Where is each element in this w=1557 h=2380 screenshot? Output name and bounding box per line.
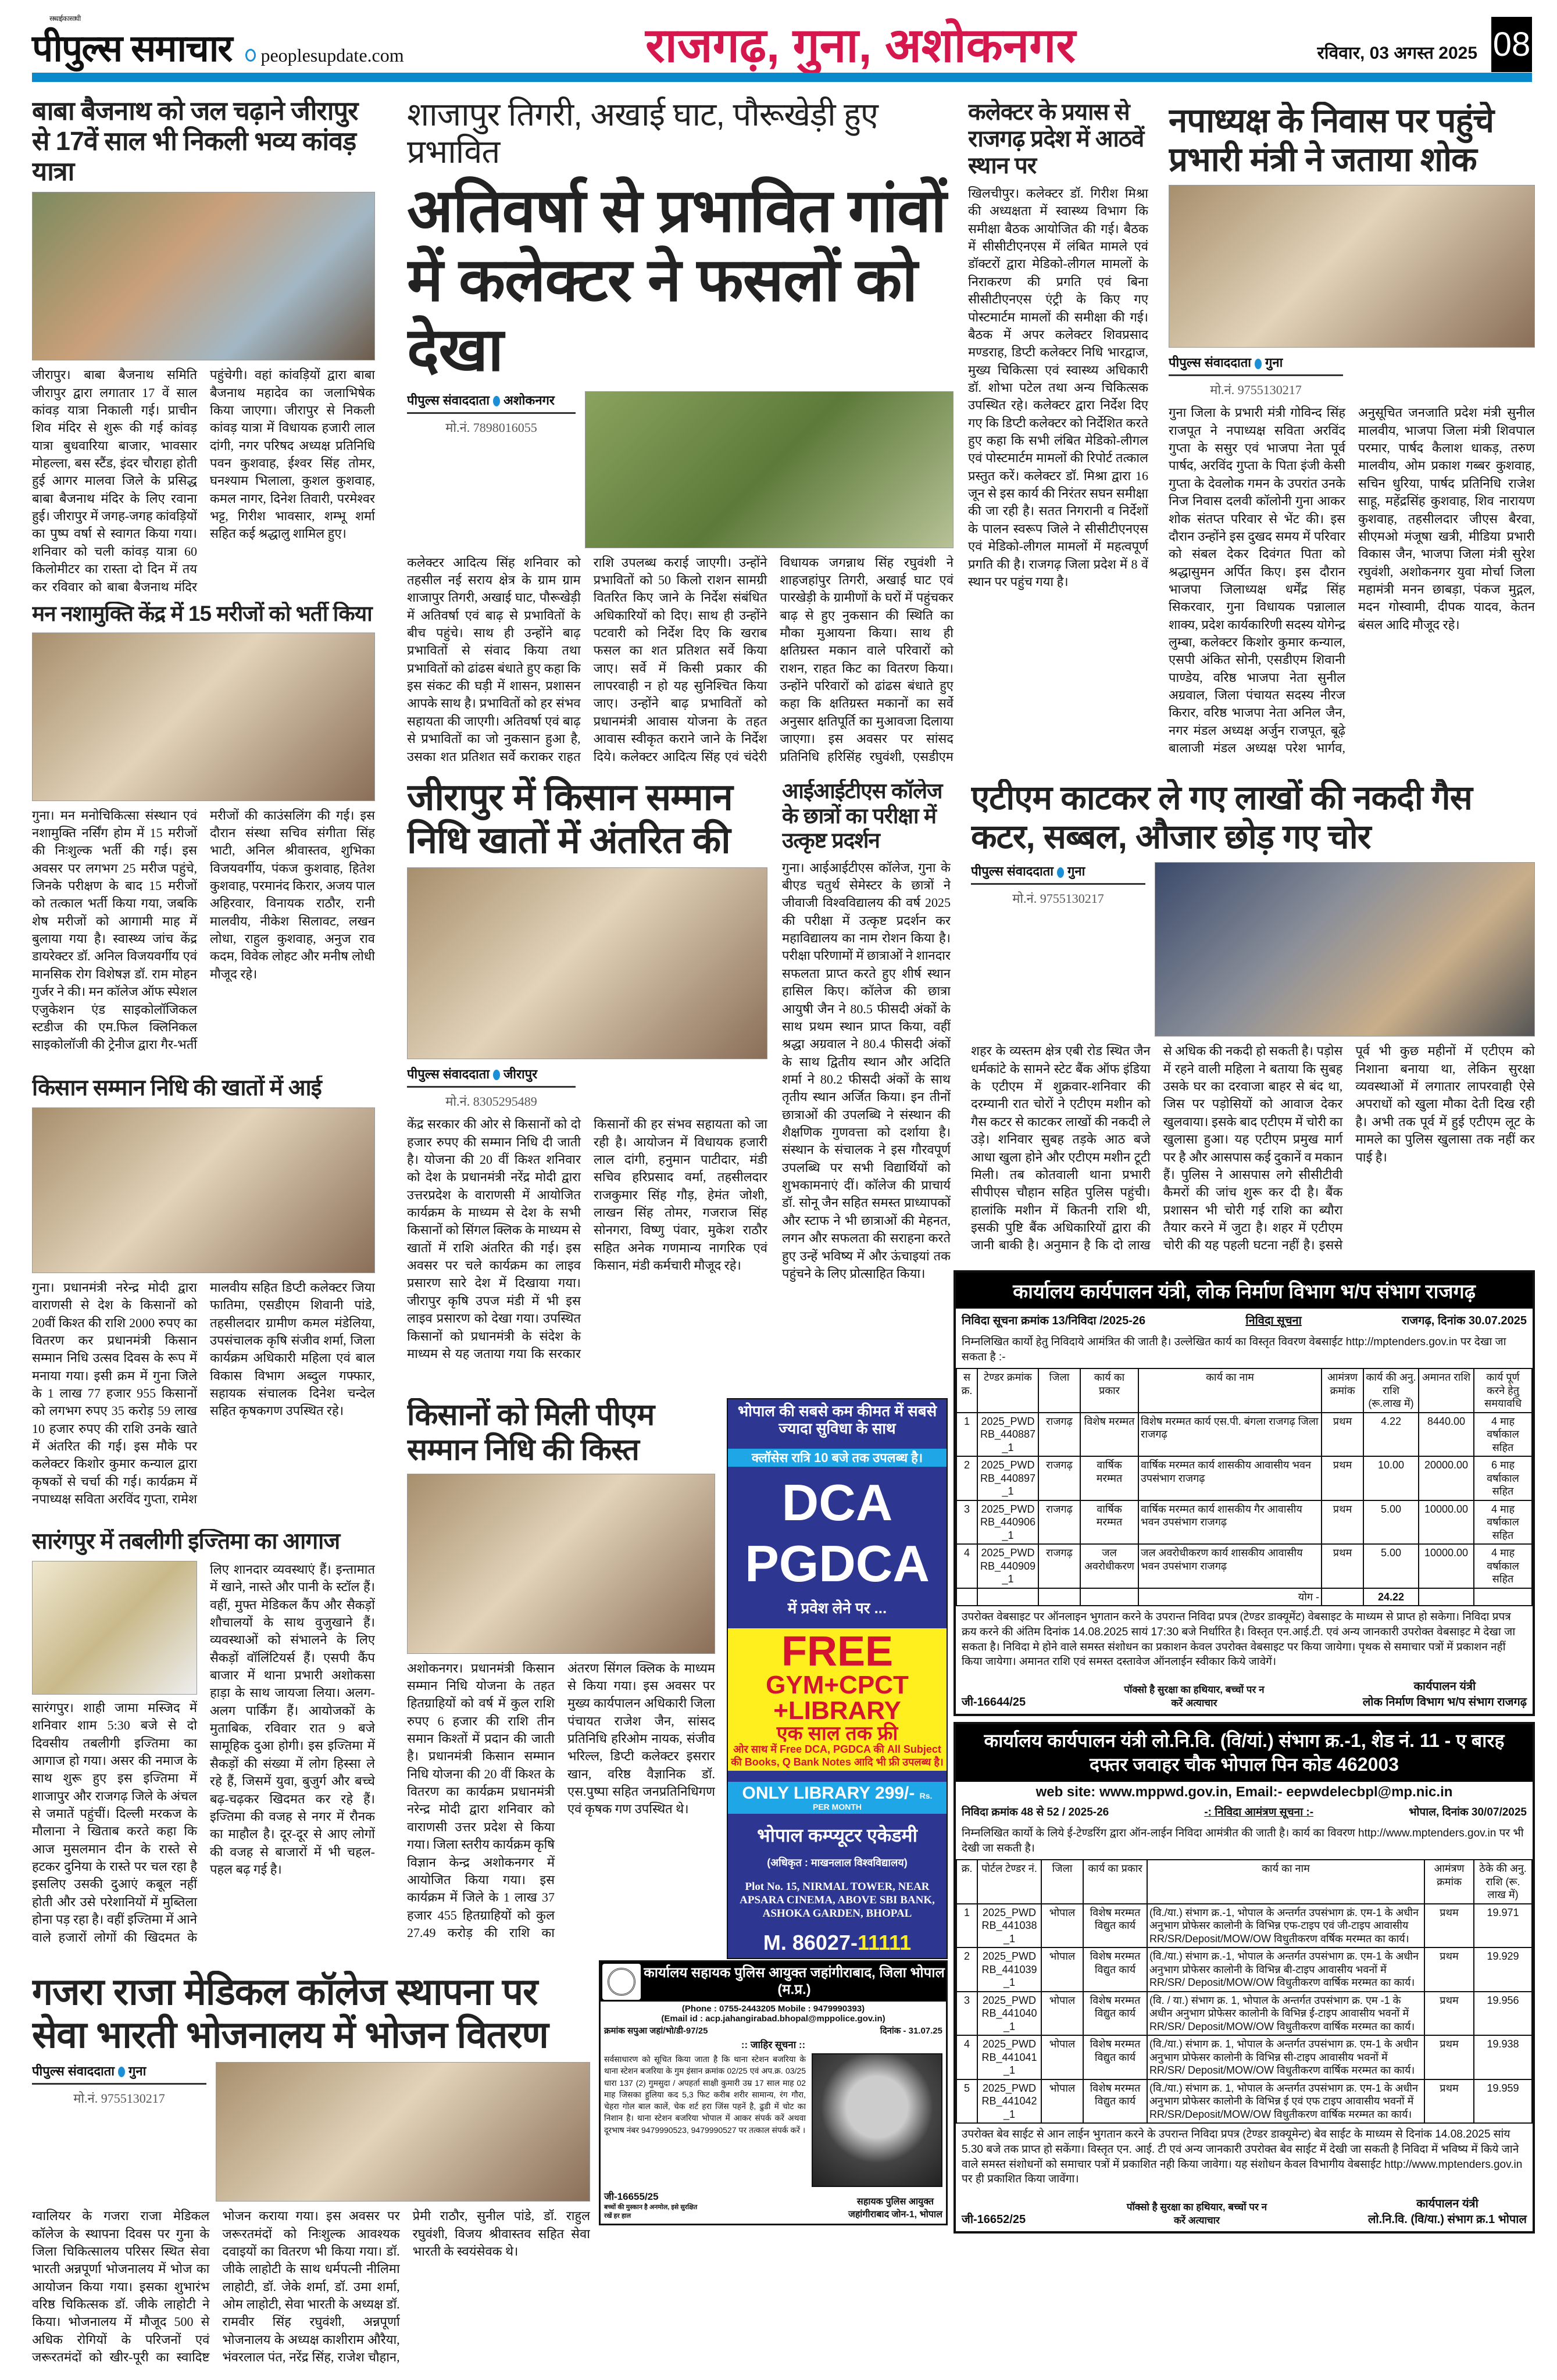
- header-rule: [32, 73, 1532, 82]
- issue-date: रविवार, 03 अगस्त 2025: [1317, 44, 1477, 63]
- ad-admission: में प्रवेश लेने पर ...: [787, 1599, 887, 1617]
- byline-jirapur: [407, 1065, 576, 1110]
- dot-icon: [118, 2067, 125, 2077]
- table-cell: राजगढ़: [1038, 1456, 1080, 1500]
- tender2-sign2: लो.नि.वि. (वि/या.) संभाग क्र.1 भोपाल: [1367, 2213, 1527, 2226]
- byline-mobile: मो.नं. 9755130217: [1012, 891, 1104, 906]
- story-ativarsha-text: कलेक्टर आदित्य सिंह शनिवार को तहसील नई सराय क्षेत्र के ग्राम ग्राम शाजापुर तिगरी, अखाई घाट, पौरूखेड़ी में अतिवर्षा एवं बाढ़ से प्रभावितों के बीच पहुंचे। साथ ही उन्होंने बाढ़ प्रभावितों से संवाद किया तथा प्रभावितों को ढांढस बंधाते हुए कहा कि इस संकट की घड़ी में शासन, प्रशासन आपके साथ है। प्रभावितों को हर संभव सहायता की जाएगी। अतिवर्षा एवं बाढ़ से प्रभावितों का जो नुकसान हुआ है, उसका शत प्रतिशत सर्वे कराकर राहत राशि उपलब्ध कराई जाएगी। उन्होंने प्रभावितों को 50 किलो राशन सामग्री वितरित किए जाने के निर्देश संबंधित अधिकारियों को दिए। साथ ही उन्होंने पटवारी को निर्देश दिए कि खराब फसल का शत प्रतिशत सर्वे किया जाए। सर्वे में किसी प्रकार की लापरवाही न हो यह सुनिश्चित किया जाए। उन्होंने बाढ़ प्रभावितों को प्रधानमंत्री आवास योजना के तहत आवास स्वीकृत कराने जाने के निर्देश दिये। कलेक्टर आदित्य सिंह एवं चंदेरी विधायक जगन्नाथ सिंह रघुवंशी ने शाहजहांपुर तिगरी, अखाई घाट एवं पारखेड़ी के ग्रामीणों के घरों में पहुंचकर बाढ़ से हुए नुकसान की स्थिति का मौका मुआयना किया। साथ ही क्षतिग्रस्त मकान वाले परिवारों को राशन, राहत किट का वितरण किया। उन्होंने परिवारों को ढांढस बंधाते हुए कहा कि क्षतिग्रस्त मकानों का सर्वे अनुसार क्षतिपूर्ति का मुआवजा दिलाया जाएगा। इस अवसर पर सांसद प्रतिनिधि हरिसिंह रघुवंशी, एसडीएम: [407, 555, 954, 764]
- column-header: कार्य का प्रकार: [1083, 1860, 1147, 1904]
- headline-kisan-left: किसान सम्मान निधि की खातों में आई: [32, 1075, 322, 1100]
- story-nasha: [32, 602, 375, 1067]
- byline-mobile: मो.नं. 7898016055: [445, 420, 537, 435]
- table-cell: 24.22: [1363, 1588, 1419, 1606]
- table-cell: [1080, 1588, 1138, 1606]
- photo-kisan-samman: [32, 1107, 375, 1273]
- headline-ijtima: सारंगपुर में तबलीगी इज्तिमा का आगाज: [32, 1529, 340, 1554]
- table-cell: विशेष मरम्मत कार्य एस.पी. बंगला राजगढ़ जिला राजगढ़: [1138, 1413, 1322, 1457]
- mp-police-seal-icon: [602, 1964, 641, 2000]
- ad-year-free: एक साल तक फ्री: [776, 1723, 898, 1745]
- dot-icon: [1057, 867, 1064, 878]
- table-cell: 5: [956, 2079, 977, 2124]
- police-sign2: जहांगीराबाद जोन-1, भोपाल: [848, 2210, 942, 2220]
- table-header: [956, 1368, 1532, 1413]
- table-cell: 2: [956, 1456, 977, 1500]
- table-cell: 1: [956, 1904, 977, 1948]
- table-cell: (वि./या.) संभाग क्र. 1, भोपाल के अन्तर्गत उपसंभाग क्र. एम-1 के अधीन अनुभाग प्रोफेसर कालोनी के विभिन्न ई एवं एफ टाइप आवासीय भवनों में RR/SR/Deposit/MOW/OW विधुतीकरण वार्षिक मरम्मत का कार्य।: [1147, 2079, 1424, 2124]
- table-cell: वार्षिक मरम्मत: [1080, 1456, 1138, 1500]
- tender1-footer: [956, 1673, 1533, 1714]
- table-cell: (वि./या.) संभाग क्र.-1, भोपाल के अन्तर्गत उपसंभाग क्रं. एम-1 के अधीन अनुभाग प्रोफेसर कालोनी के विभिन्न एफ-टाइप एवं जी-टाइप आवासीय RR/SR/Deposit/MOW/OW विधुतीकरण वर्षिक मरम्मत का कार्य।: [1147, 1904, 1424, 1948]
- section-title: राजगढ़, गुना, अशोकनगर: [645, 19, 1076, 72]
- table-cell: 1: [956, 1413, 977, 1457]
- table-cell: विशेष मरम्मत विद्युत कार्य: [1083, 1992, 1147, 2036]
- table-cell: प्रथम: [1322, 1456, 1363, 1500]
- table-cell: 5.00: [1363, 1500, 1419, 1545]
- tender2-ref-row: [956, 1800, 1533, 1822]
- ad-library-price: [728, 1782, 947, 1813]
- tender2-code: जी-16652/25: [962, 2213, 1026, 2226]
- police-body: सर्वसाधारण को सूचित किया जाता है कि थाना स्टेशन बजरिया के थाना स्टेशन बजरिया के गुम इंसान क्रमांक 02/25 एवं अप.क्र. 03/25 धारा 137 (2) गुमसुदा / अपहर्ता साक्षी कुमारी उम्र 17 साल माह 02 माह जिसका हुलिया कद 5,3 फिट करीब शरीर सामान्य, रंग गौरा, चेहरा गोल बाल कालें, चेक शर्ट हरा जिंस पहनें है, ढुडी में चोट का निशान है। थाना स्टेशन बजरिया भोपाल में आकर संपर्क करें अथवा दूरभाष नंबर 9479990523, 9479990527 पर तत्काल संपर्क करें ।: [604, 2054, 806, 2135]
- table-cell: 3: [956, 1992, 977, 2036]
- story-ijtima-body: [32, 1561, 375, 1962]
- ad-phone-prefix: M. 86027-: [763, 1931, 858, 1955]
- byline-place: गुना: [1067, 864, 1085, 879]
- gajra-meta-row: [32, 2062, 590, 2202]
- ad-free: FREE: [781, 1628, 894, 1675]
- story-ijtima: [32, 1529, 375, 1962]
- table-cell: 2025_PWDRB_441038_1: [977, 1904, 1041, 1948]
- story-ativarsha-body: [407, 554, 954, 770]
- column-header: जिला: [1038, 1368, 1080, 1413]
- police-phone: (Phone : 0755-2443205 Mobile : 9479990393): [681, 2004, 865, 2014]
- story-kanwar-body: जीरापुर। बाबा बैजनाथ समिति जीरापुर द्वारा लगातार 17 वें साल कांवड़ यात्रा निकाली गई। प्राचीन शिव मंदिर से शुरू की गई कांवड़ यात्रा बुधवारिया बाजार, भावसार मोहल्ला, बस स्टैंड, इंदर चौराहा होती हुई आगर मालवा जिले के प्रसिद्ध बाबा बैजनाथ मंदिर के लिए रवाना हुई। जीरापुर में जगह-जगह कांवड़ियों का पुष्प वर्षा से स्वागत किया गया। शनिवार को चली कांवड़ यात्रा 60 किलोमीटर का रास्ता दो दिन में तय कर रविवार को बाबा बैजनाथ मंदिर पहुंचेगी। वहां कांवड़ियों द्वारा बाबा बैजनाथ महादेव का जलाभिषेक किया जाएगा। जीरापुर से निकली कांवड़ यात्रा में विधायक हजारी लाल दांगी, नगर परिषद अध्यक्ष प्रतिनिधि पवन कुशवाह, ईश्वर सिंह तोमर, घनश्याम भिलाला, कुशल कुशवाह, कमल नागर, दिनेश तिवारी, परमेश्वर भट्ट, गिरीश भावसार, शम्भू शर्मा सहित कई श्रद्धालु शामिल हुए।: [32, 367, 375, 594]
- police-content: [601, 2051, 946, 2189]
- tender2-title: कार्यालय कार्यपालन यंत्री लो.नि.वि. (वि/यां.) संभाग क्र.-1, शेड नं. 11 - ए बारह दफ्तर जवाहर चौक भोपाल पिन कोड 462003: [956, 1724, 1533, 1782]
- police-code-block: [604, 2189, 703, 2220]
- tender2-sign1: कार्यपालन यंत्री: [1416, 2197, 1479, 2210]
- column-header: कार्य का प्रकार: [1080, 1368, 1138, 1413]
- story-kisan-left: [32, 1075, 375, 1520]
- table-cell: भोपाल: [1041, 2035, 1083, 2079]
- byline: [1169, 353, 1343, 376]
- photo-pm-kisan: [407, 1474, 715, 1654]
- story-condolence: [1169, 102, 1535, 773]
- police-email[interactable]: (Email id : acp.jahangirabad.bhopal@mppolice.gov.in): [661, 2014, 885, 2024]
- story-nasha-body: गुना। मन मनोचिकित्सा संस्थान एवं नशामुक्ति नर्सिंग होम में 15 मरीजों की निःशुल्क भर्ती की गई। इस अवसर पर लगभग 25 मरीज पहुंचे, जिनके परीक्षण के बाद 15 मरीजों को तत्काल भर्ती किया गया, जबकि शेष मरीजों को आगामी माह में बुलाया गया है। स्वास्थ्य जांच केंद्र डायरेक्टर डॉ. अनिल विजयवर्गीय एवं मानसिक रोग विशेषज्ञ डॉ. राम मोहन गुर्जर ने की। मन कॉलेज ऑफ स्पेशल एजुकेशन एंड साइकोलॉजिकल स्टडीज की एम.फिल क्लिनिकल साइकोलॉजी की ट्रेनीज द्वारा गैर-भर्ती मरीजों की काउंसलिंग की गई। इस दौरान संस्था सचिव संगीता सिंह भाटी, अनिल श्रीवास्तव, शुभिका विजयवर्गीय, पंकज कुशवाह, हितेश कुशवाह, परमानंद किरार, अजय पाल अहिरवार, विनायक राठौर, रानी मालवीय, नीकेश सिलावट, लखन लोधा, राहुल कुशवाह, अनुज राव कदम, विवेक लोहट और मनीष लोधी मौजूद रहे।: [32, 807, 375, 1052]
- table-cell: 4 माह वर्षाकाल सहित: [1474, 1413, 1532, 1457]
- table-cell: 19.959: [1474, 2079, 1532, 2124]
- table-cell: 2025_PWDRB_441042_1: [977, 2079, 1041, 2124]
- headline-pm-kisan: किसानों को मिली पीएम सम्मान निधि की किस्त: [407, 1398, 655, 1467]
- column-header: आमंत्रण क्रमांक: [1424, 1860, 1474, 1904]
- table-cell: [1038, 1588, 1080, 1606]
- table-cell: वार्षिक मरम्मत कार्य शासकीय आवासीय भवन उपसंभाग राजगढ़: [1138, 1456, 1322, 1500]
- headline-collector-health: कलेक्टर के प्रयास से राजगढ़ प्रदेश में आठवें स्थान पर: [968, 99, 1144, 178]
- table-row: [956, 1992, 1532, 2036]
- table-cell: 5.00: [1363, 1544, 1419, 1588]
- table-cell: प्रथम: [1322, 1413, 1363, 1457]
- table-cell: 2025_PWDRB_440906_1: [977, 1500, 1038, 1545]
- table-cell: 6 माह वर्षाकाल सहित: [1474, 1456, 1532, 1500]
- table-cell: 10.00: [1363, 1456, 1419, 1500]
- story-gajra: [32, 1971, 590, 2378]
- newspaper-logo: [32, 13, 231, 72]
- story-collector-health: [968, 99, 1148, 773]
- photo-ijtima: [32, 1561, 197, 1695]
- ad-price: ONLY LIBRARY 299/-: [742, 1784, 915, 1803]
- tender1-intro: निम्नलिखित कार्यो हेतु निविदाये आमंत्रित की जाती है। उल्लेखित कार्य का विस्तृत विवरण वेबसाईट http://mptenders.gov.in पर देखा जा सकता है :-: [962, 1336, 1506, 1363]
- table-cell: 10000.00: [1419, 1500, 1474, 1545]
- table-cell: प्रथम: [1322, 1500, 1363, 1545]
- story-pm-kisan-body: अशोकनगर। प्रधानमंत्री किसान सम्मान निधि योजना के तहत हितग्राहियों को वर्ष में कुल राशि रुपए 6 हजार की राशि तीन समान किश्तों में प्रदान की जाती है। प्रधानमंत्री किसान सम्मान निधि योजना की 20 वीं किश्त के वितरण का कार्यक्रम प्रधानमंत्री नरेन्द्र मोदी द्वारा शनिवार को वाराणसी उत्तर प्रदेश से किया गया। जिला स्तरीय कार्यक्रम कृषि विज्ञान केन्द्र अशोकनगर में आयोजित किया गया। इस कार्यक्रम में जिले के 1 लाख 37 हजार 455 हितग्राहियों को कुल 27.49 करोड़ की राशि का अंतरण सिंगल क्लिक के माध्यम से किया गया। इस अवसर पर मुख्य कार्यपालन अधिकारी जिला पंचायत राजेश जैन, सांसद प्रतिनिधि हरिओम नायक, संजीव भरिल्ल, डिप्टी कलेक्टर इसरार खान, वरिष्ठ वैज्ञानिक डॉ. एस.पुष्पा सहित जनप्रतिनिधिगण एवं कृषक गण उपस्थित थे।: [407, 1660, 715, 1940]
- seal-ring: [608, 1968, 635, 1996]
- headline-gajra: गजरा राजा मेडिकल कॉलेज स्थापना पर सेवा भारती भोजनालय में भोजन वितरण: [32, 1971, 548, 2056]
- byline-place: गुना: [1265, 355, 1283, 370]
- table-cell: 4 माह वर्षाकाल सहित: [1474, 1544, 1532, 1588]
- table-cell: 2025_PWDRB_441040_1: [977, 1992, 1041, 2036]
- ad-name: भोपाल कम्प्यूटर एकेडमी: [757, 1824, 917, 1846]
- byline-mobile: मो.नं. 9755130217: [1210, 383, 1302, 398]
- table-cell: 2025_PWDRB_440897_1: [977, 1456, 1038, 1500]
- table-cell: 19.938: [1474, 2035, 1532, 2079]
- table-cell: 4: [956, 2035, 977, 2079]
- kicker-ativarsha: शाजापुर तिगरी, अखाई घाट, पौरूखेड़ी हुए प्रभावित: [407, 96, 878, 170]
- ad-address: Plot No. 15, NIRMAL TOWER, NEAR APSARA CINEMA, ABOVE SBI BANK, ASHOKA GARDEN, BHOPAL: [740, 1880, 935, 1920]
- story-pm-kisan: [407, 1398, 715, 1959]
- byline-gajra: [32, 2062, 206, 2107]
- headline-condolence: नपाध्यक्ष के निवास पर पहुंचे प्रभारी मंत्री ने जताया शोक: [1169, 102, 1494, 178]
- table-cell: प्रथम: [1424, 1904, 1474, 1948]
- story-iits-body: गुना। आईआईटीएस कॉलेज, गुना के बीएड चतुर्थ सेमेस्टर के छात्रों ने जीवाजी विश्वविद्यालय की वर्ष 2025 की परीक्षा में उत्कृष्ट प्रदर्शन कर महाविद्यालय का नाम रोशन किया है। परीक्षा परिणामों में छात्राओं ने शानदार सफलता प्राप्त करते हुए शीर्ष स्थान हासिल किए। कॉलेज की छात्रा आयुषी जैन ने 80.5 फीसदी अंकों के साथ प्रथम स्थान प्राप्त किया, वहीं श्रद्धा अग्रवाल ने 80.4 फीसदी अंकों के साथ द्वितीय स्थान और अदिति शर्मा ने 80.2 फीसदी अंकों के साथ तृतीय स्थान अर्जित किया। इन तीनों छात्राओं की उपलब्धि ने संस्थान की शैक्षणिक गुणवत्ता को दर्शाया है। संस्थान के संचालक ने इस गौरवपूर्ण उपलब्धि पर सभी विद्यार्थियों को शुभकामनाएं दीं। कॉलेज की प्राचार्य डॉ. सोनू जैन सहित समस्त प्राध्यापकों और स्टाफ ने भी छात्राओं की मेहनत, लगन और सफलता की सराहना करते हुए उन्हें भविष्य में और ऊंचाइयां तक पहुंचने के लिए प्रोत्साहित किया।: [782, 860, 951, 1281]
- column-header: कार्य पूर्ण करने हेतु समयावधि: [1474, 1368, 1532, 1413]
- table-cell: जल अवरोधीकरण: [1080, 1544, 1138, 1588]
- tender1-slogan: पॉक्सो है सुरक्षा का हथियार, बच्चों पर न करें अत्याचार: [1124, 1684, 1265, 1709]
- photo-atm: [1155, 862, 1535, 1037]
- tender1-date: राजगढ़, दिनांक 30.07.2025: [1402, 1314, 1527, 1327]
- headline-kanwar: बाबा बैजनाथ को जल चढ़ाने जीरापुर से 17वें साल भी निकली भव्य कांवड़ यात्रा: [32, 96, 358, 186]
- table-row: [956, 2035, 1532, 2079]
- table-cell: राजगढ़: [1038, 1413, 1080, 1457]
- byline: [971, 862, 1145, 885]
- tender1-signature: [1363, 1678, 1527, 1709]
- table-cell: प्रथम: [1424, 2079, 1474, 2124]
- table-cell: 19.971: [1474, 1904, 1532, 1948]
- byline-reporter: पीपुल्स संवाददाता: [407, 1067, 490, 1082]
- police-slogan: बच्चों की मुस्कान है अनमोल, इसे सुरक्षित रखें हर हाल: [604, 2204, 698, 2220]
- logo-text: पीपुल्स समाचार: [32, 27, 232, 69]
- table-cell: (वि. / या.) संभाग क्र. 1, भोपाल के अन्तर्गत उपसंभाग क्र. एम -1 के अधीन अनुभाग प्रोफेसर कालोनी के विभिन्न ई-टाइप आवासीय भवनों में RR/SR/ Deposit/MOW/OW विधुतीकरण वार्षिक मरम्मत का कार्य।: [1147, 1992, 1424, 2036]
- police-signature: [848, 2195, 942, 2220]
- tender2-table: [956, 1859, 1533, 2124]
- byline-place: जीरापुर: [503, 1067, 538, 1082]
- headline-iits: आईआईटीएस कॉलेज के छात्रों का परीक्षा में उत्कृष्ट प्रदर्शन: [782, 779, 942, 853]
- table-cell: राजगढ़: [1038, 1544, 1080, 1588]
- total-row: [956, 1588, 1532, 1606]
- table-cell: 2: [956, 1947, 977, 1992]
- table-cell: प्रथम: [1424, 1947, 1474, 1992]
- table-row: [956, 1500, 1532, 1545]
- table-cell: [1419, 1588, 1474, 1606]
- table-cell: [977, 1588, 1038, 1606]
- byline-reporter: पीपुल्स संवाददाता: [32, 2064, 115, 2079]
- table-row: [956, 1904, 1532, 1948]
- table-cell: 4 माह वर्षाकाल सहित: [1474, 1500, 1532, 1545]
- police-code: जी-16655/25: [604, 2191, 659, 2202]
- story-kisan-left-body: गुना। प्रधानमंत्री नरेन्द्र मोदी द्वारा वाराणसी से देश के किसानों को 20वीं किश्त की राशि 2000 रुपए का वितरण कर प्रधानमंत्री किसान सम्मान निधि उत्सव दिवस के रूप में मनाया गया। इसी क्रम में गुना जिले के 1 लाख 77 हजार 955 किसानों को लगभग रुपए 35 करोड़ 59 लाख 10 हजार रुपए की राशि उनके खाते में अंतरित की गई। इस मौके पर कलेक्टर किशोर कुमार कन्याल द्वारा कृषकों से चर्चा की गई। कार्यक्रम में नपाध्यक्ष सविता अरविंद गुप्ता, रामेश मालवीय सहित डिप्टी कलेक्टर जिया फातिमा, एसडीएम शिवानी पांडे, तहसीलदार ग्रामीण कमल मंडेलिया, उपसंचालक कृषि संजीव शर्मा, जिला कार्यक्रम अधिकारी महिला एवं बाल विकास विभाग अब्दुल गफ्फार, सहायक संचालक दिनेश चन्देल सहित कृषकगण उपस्थित रहे।: [32, 1280, 375, 1507]
- story-jirapur-body: केंद्र सरकार की ओर से किसानों को दो हजार रुपए की सम्मान निधि दी जाती है। योजना की 20 वीं किश्त शनिवार को देश के प्रधानमंत्री नरेंद्र मोदी द्वारा उत्तरप्रदेश के वाराणसी में आयोजित कार्यक्रम के माध्यम से देश के सभी किसानों को सिंगल क्लिक के माध्यम से खातों में राशि अंतरित की गई। इस अवसर पर चले कार्यक्रम का लाइव प्रसारण सारे देश में दिखाया गया। जीरापुर कृषि उपज मंडी में भी इस लाइव प्रसारण को देखा गया। उपस्थित किसानों को प्रधानमंत्री के संदेश के माध्यम से यह जताया गया कि सरकार किसानों की हर संभव सहायता को जा रही है। आयोजन में विधायक हजारी लाल दांगी, हनुमान पाटीदार, मंडी सचिव हरिप्रसाद वर्मा, तहसीलदार राजकुमार सिंह गौड़, हेमंत जोशी, लाखन सिंह तोमर, गजराज सिंह सोनगरा, विष्णु पंवार, मुकेश राठौर सहित अनेक गणमान्य नागरिक एवं किसान, मंडी कर्मचारी मौजूद रहे।: [407, 1117, 767, 1361]
- byline-ativarsha: [407, 391, 576, 436]
- tender-notice-bhopal: [954, 1722, 1535, 2234]
- tender1-heading: निविदा सूचना: [1245, 1314, 1302, 1327]
- headline-nasha: मन नशामुक्ति केंद्र में 15 मरीजों को भर्ती किया: [32, 602, 372, 626]
- ad-police-notice: [599, 1960, 948, 2225]
- police-title: कार्यालय सहायक पुलिस आयुक्त जहांगीराबाद, जिला भोपाल (म.प्र.): [644, 1965, 945, 1997]
- headline-atm: एटीएम काटकर ले गए लाखों की नकदी गैस कटर, सब्बल, औजार छोड़ गए चोर: [971, 779, 1472, 856]
- story-kanwar: [32, 96, 375, 596]
- police-footer: [601, 2189, 946, 2224]
- table-cell: विशेष मरम्मत विद्युत कार्य: [1083, 2035, 1147, 2079]
- table-row: [956, 1456, 1532, 1500]
- ad-dca: DCA: [781, 1473, 893, 1531]
- ad-affiliation: (अधिकृत : माखनलाल विश्वविद्यालय): [767, 1857, 908, 1869]
- column-header: अमानत राशि: [1419, 1368, 1474, 1413]
- tender2-web[interactable]: web site: www.mppwd.gov.in, Email:- eepwdelecbpl@mp.nic.in: [1035, 1784, 1453, 1800]
- photo-seva-bharti: [216, 2062, 590, 2202]
- byline-place: गुना: [128, 2064, 147, 2079]
- tender2-signature: [1368, 2195, 1527, 2227]
- column-header: टेण्डर क्रमांक: [977, 1368, 1038, 1413]
- table-cell: विशेष मरम्मत विद्युत कार्य: [1083, 1904, 1147, 1948]
- tender2-ref: निविदा क्रमांक 48 से 52 / 2025-26: [962, 1806, 1109, 1819]
- table-cell: प्रथम: [1322, 1544, 1363, 1588]
- byline-condolence: [1169, 353, 1343, 398]
- tender-notice-rajgarh: [954, 1270, 1535, 1716]
- column-header: कार्य की अनु. राशि (रू.लाख में): [1363, 1368, 1419, 1413]
- story-iits: [782, 779, 951, 1369]
- headline-ativarsha: अतिवर्षा से प्रभावित गांवों में कलेक्टर ने फसलों को देखा: [407, 177, 947, 384]
- table-cell: (वि./या.) संभाग क्र.-1, भोपाल के अन्तर्गत उपसंभाग क्र. एम-1 के अधीन अनुभाग प्रोफेसर कालोनी के विभिन्न बी-टाइप आवासीय भवनों में RR/SR/ Deposit/MOW/OW विधुतीकरण वार्षिक मरम्मत का कार्य।: [1147, 1947, 1424, 1992]
- byline: [407, 391, 576, 414]
- table-cell: जल अवरोधीकरण कार्य शासकीय आवासीय भवन उपसंभाग राजगढ़: [1138, 1544, 1322, 1588]
- byline-reporter: पीपुल्स संवाददाता: [1169, 355, 1251, 370]
- table-cell: [1322, 1588, 1363, 1606]
- byline-reporter: पीपुल्स संवाददाता: [407, 392, 490, 408]
- police-date: दिनांक - 31.07.25: [880, 2026, 942, 2036]
- table-header: [956, 1860, 1532, 1904]
- column-header: क्र.: [956, 1860, 977, 1904]
- table-cell: योग -: [1138, 1588, 1322, 1606]
- story-jirapur-kisan: [407, 776, 767, 1369]
- byline-atm: [971, 862, 1145, 907]
- byline: [32, 2062, 206, 2085]
- table-cell: विशेष मरम्मत विद्युत कार्य: [1083, 2079, 1147, 2124]
- table-cell: 2025_PWDRB_441041_1: [977, 2035, 1041, 2079]
- byline-mobile: मो.नं. 8305295489: [445, 1094, 537, 1109]
- tender2-footer: [956, 2190, 1533, 2231]
- story-atm-body: [971, 1042, 1535, 1264]
- tender1-ref: निविदा सूचना क्रमांक 13/निविदा /2025-26: [962, 1314, 1146, 1327]
- column-header: स क्र.: [956, 1368, 977, 1413]
- tender2-heading: -: निविदा आमंत्रण सूचना :-: [1204, 1806, 1314, 1819]
- ad-per-month: PER MONTH: [813, 1802, 862, 1812]
- table-cell: प्रथम: [1424, 1992, 1474, 2036]
- police-ref-row: [601, 2024, 946, 2038]
- story-gajra-text: ग्वालियर के गजरा राजा मेडिकल कॉलेज के स्थापना दिवस पर गुना के जिला चिकित्सालय परिसर स्थित सेवा भारती अन्नपूर्णा भोजनालय में भोज का आयोजन किया गया। इसका शुभारंभ वरिष्ठ चिकित्सक डॉ. जीके लाहोटी ने किया। भोजनालय में मौजूद 500 से अधिक रोगियों के परिजनों एवं जरूरतमंदों को खीर-पूरी का स्वादिष्ट भोजन कराया गया। इस अवसर पर जरूरतमंदों को निःशुल्क आवश्यक दवाइयों का वितरण भी किया गया। डॉ. जीके लाहोटी के साथ धर्मपत्नी नीलिमा लाहोटी, डॉ. जेके शर्मा, डॉ. उमा शर्मा, ओम लाहोटी, सेवा भारती के अध्यक्ष डॉ. रामवीर सिंह रघुवंशी, अन्नपूर्णा भोजनालय के अध्यक्ष काशीराम औरैया, भंवरलाल पंत, नरेंद्र सिंह, राजेश चौहान, प्रेमी राठौर, सुनील पांडे, डॉ. राहुल रघुवंशी, विजय श्रीवास्तव सहित सेवा भारती के स्वयंसेवक थे।: [32, 2209, 590, 2365]
- police-notice-title: :: जाहिर सूचना ::: [741, 2039, 806, 2050]
- website-link[interactable]: peoplesupdate.com: [245, 45, 403, 72]
- photo-condolence: [1169, 185, 1535, 348]
- ad-offer: [728, 1628, 947, 1771]
- table-cell: भोपाल: [1041, 2079, 1083, 2124]
- ad-band: क्लॉसेस रात्रि 10 बजे तक उपलब्ध है।: [728, 1449, 947, 1467]
- table-cell: 19.956: [1474, 1992, 1532, 2036]
- police-ref: क्रमांक सपुआ जहां/भो/डी-97/25: [604, 2026, 708, 2036]
- logo-tagline: सच्चाई का साथी: [49, 15, 80, 23]
- story-collector-health-body: खिलचीपुर। कलेक्टर डॉ. गिरीश मिश्रा की अध्यक्षता में स्वास्थ्य विभाग कि समीक्षा बैठक आयोजित की गई। बैठक में सीसीटीएनएस में लंबित मामले एवं डॉक्टरों द्वारा मेडिको-लीगल मामलों के निराकरण की प्रगति एवं बिना सीसीटीएनएस एंट्री के किए गए पोस्टमार्टम मामलों की समीक्षा की गई। बैठक में अपर कलेक्टर शिवप्रसाद मण्डराह, डिप्टी कलेक्टर निधि भारद्वाज, मुख्य चिकित्सा एवं स्वास्थ्य अधिकारी डॉ. शोभा पटेल तथा अन्य चिकित्सक उपस्थित रहे। कलेक्टर द्वारा निर्देश दिए गए कि डिप्टी कलेक्टर को निर्देशित करते हुए कहा कि सभी लंबित मेडिको-लीगल एवं पोस्टमार्टम मामलों की रिपोर्ट तत्काल प्रस्तुत करें। कलेक्टर डॉ. मिश्रा द्वारा 16 जून से इस कार्य की निरंतर सघन समीक्षा की जा रही है। सतत निगरानी व निर्देशों के पालन स्वरूप जिले ने सीसीटीएनएस एवं मेडिको-लीगल मामलों में महत्वपूर्ण प्रगति की है। राजगढ़ जिला प्रदेश में 8 वें स्थान पर पहुंच गया है।: [968, 186, 1148, 589]
- tender2-note: उपरोक्त बेव साईट से आन लाईन भुगतान करने के उपरान्त निविदा प्रपत्र (टेण्डर डाक्यूमेन्ट) बेव साईट के माध्यम से दिनांक 14.08.2025 सांय 5.30 बजे तक प्राप्त हो सकेंगा। विस्तृत एन. आई. टी एवं अन्य जानकारी उपरोक्त बेव साईट में देखी जा सकती है निविदा में भविष्य में किये जाने वाले समस्त संशोधनों को समाचार पत्रों में प्रकाशित नही किया जावेगा। यह संशोधन केवल विभागीय वेबसाईट http://www.mptenders.gov.in पर ही प्रकाशित किया जावेंगा।: [962, 2128, 1523, 2186]
- photo-nasha-kendra: [32, 632, 375, 801]
- table-cell: 2025_PWDRB_440909_1: [977, 1544, 1038, 1588]
- table-cell: [1474, 1588, 1532, 1606]
- ad-pgdca: PGDCA: [745, 1535, 930, 1593]
- table-cell: वार्षिक मरम्मत: [1080, 1500, 1138, 1545]
- table-row: [956, 1413, 1532, 1457]
- tender1-sign2: लोक निर्माण विभाग भ/प संभाग राजगढ़: [1362, 1695, 1527, 1709]
- table-cell: 2025_PWDRB_441039_1: [977, 1947, 1041, 1992]
- column-header: कार्य का नाम: [1147, 1860, 1424, 1904]
- story-atm: [971, 779, 1535, 1264]
- tender1-code: जी-16644/25: [962, 1695, 1026, 1709]
- photo-kanwar-yatra: [32, 192, 375, 360]
- headline-jirapur-kisan: जीरापुर में किसान सम्मान निधि खातों में अंतरित की: [407, 776, 733, 861]
- table-cell: विशेष मरम्मत: [1080, 1413, 1138, 1457]
- page-number: 08: [1491, 17, 1532, 72]
- tender1-ref-row: [956, 1309, 1533, 1331]
- table-row: [956, 1544, 1532, 1588]
- table-cell: 4: [956, 1544, 977, 1588]
- ad-library: +LIBRARY: [773, 1696, 901, 1725]
- table-cell: राजगढ़: [1038, 1500, 1080, 1545]
- table-cell: (वि./या.) संभाग क्र. 1, भोपाल के अन्तर्गत उपसंभाग क्र. एम-1 के अधीन अनुभाग प्रोफेसर कालोनी के विभिन्न सी-टाइप आवासीय भवनों में RR/SR/ Deposit/MOW/OW विधुतीकरण वार्षिक मरम्मत का कार्य।: [1147, 2035, 1424, 2079]
- story-condolence-body: गुना जिला के प्रभारी मंत्री गोविन्द सिंह राजपूत ने नपाध्यक्ष सविता अरविंद गुप्ता के ससुर एवं भाजपा नेता पूर्व पार्षद, अरविंद गुप्ता के पिता इंजी केसी गुप्ता के देवलोक गमन के उपरांत उनके निज निवास दलवी कॉलोनी गुना आकर शोक संतप्त परिवार से भेंट की। इस दौरान उन्होंने इस दुखद समय में परिवार को संबल देकर दिवंगत पिता को श्रद्धासुमन अर्पित किए। इस दौरान भाजपा जिलाध्यक्ष धर्मेंद्र सिंह सिकरवार, गुना विधायक पन्नालाल शाक्य, प्रदेश कार्यकारिणी सदस्य योगेन्द्र लुम्बा, कलेक्टर किशोर कुमार कन्याल, एसपी अंकित सोनी, एसडीएम शिवानी पाण्डेय, वरिष्ठ भाजपा नेता सुनील अग्रवाल, जिला पंचायत सदस्य नीरज किरार, वरिष्ठ भाजपा नेता अनिल जैन, नगर मंडल अध्यक्ष अर्जुन राजपूत, बूढ़े बालाजी मंडल अध्यक्ष परेश भार्गव, अनुसूचित जनजाति प्रदेश मंत्री सुनील मालवीय, भाजपा जिला मंत्री शिवपाल परमार, पार्षद कैलाश धाकड़, तरुण मालवीय, ओम प्रकाश गब्बर कुशवाह, सचिन धुरिया, पार्षद प्रतिनिधि राजेश साहू, महेंद्रसिंह कुशवाह, शिव नारायण कुशवाह, तहसीलदार जीएस बैरवा, सीएमओ मंजूषा खत्री, मीडिया प्रभारी विकास जैन, भाजपा जिला मंत्री सुरेश रघुवंशी, अशोकनगर युवा मोर्चा जिला महामंत्री मनन छाबड़ा, पंकज मुद्गल, मदन गोस्वामी, दीपक यादव, केतन बंसल आदि मौजूद रहे।: [1169, 405, 1535, 756]
- ad-gym: GYM+CPCT: [766, 1671, 909, 1700]
- table-cell: 10000.00: [1419, 1544, 1474, 1588]
- dot-icon: [493, 1070, 500, 1080]
- byline-place: अशोकनगर: [503, 392, 555, 408]
- byline: [407, 1065, 576, 1088]
- table-row: [956, 1947, 1532, 1992]
- tender1-table: [956, 1368, 1533, 1606]
- masthead: [32, 7, 1532, 72]
- tender2-intro: निम्नलिखित कार्यो के लिये ई-टेण्डरिंग द्वारा ऑन-लाईन निविदा आमंत्रीत की जाती है। कार्य का विवरण http://www.mptenders.gov.in पर भी देखी जा सकती है।: [962, 1827, 1524, 1854]
- tender1-title: कार्यालय कार्यपालन यंत्री, लोक निर्माण विभाग भ/प संभाग राजगढ़: [956, 1273, 1533, 1309]
- story-gajra-body: [32, 2207, 590, 2378]
- table-row: [956, 2079, 1532, 2124]
- ad-bhopal-computer-academy[interactable]: [727, 1398, 948, 1959]
- table-cell: 19.929: [1474, 1947, 1532, 1992]
- table-cell: भोपाल: [1041, 1904, 1083, 1948]
- tender1-sign1: कार्यपालन यंत्री: [1413, 1679, 1476, 1693]
- ad-rs: Rs.: [919, 1791, 933, 1801]
- table-cell: 3: [956, 1500, 977, 1545]
- dot-icon: [1255, 359, 1262, 369]
- byline-mobile: मो.नं. 9755130217: [73, 2091, 165, 2106]
- table-cell: भोपाल: [1041, 1992, 1083, 2036]
- table-cell: 20000.00: [1419, 1456, 1474, 1500]
- police-header: [601, 1962, 946, 2002]
- dot-icon: [493, 396, 500, 406]
- byline-reporter: पीपुल्स संवाददाता: [971, 864, 1054, 879]
- ad-phone[interactable]: [728, 1931, 947, 1954]
- tender-notices: [954, 1270, 1535, 2378]
- ativarsha-meta-row: [407, 391, 954, 548]
- table-cell: प्रथम: [1424, 2035, 1474, 2079]
- ad-phone-suffix: 11111: [857, 1931, 912, 1955]
- column-header: ठेके की अनु. राशि (रू. लाख में): [1474, 1860, 1532, 1904]
- table-cell: 2025_PWDRB_440887_1: [977, 1413, 1038, 1457]
- column-header: जिला: [1041, 1860, 1083, 1904]
- photo-jirapur-kisan: [407, 867, 767, 1059]
- table-cell: 4.22: [1363, 1413, 1419, 1457]
- column-header: कार्य का नाम: [1138, 1368, 1322, 1413]
- ad-tagline: भोपाल की सबसे कम कीमत में सबसे ज्यादा सुविधा के साथ: [737, 1402, 937, 1437]
- tender2-slogan: पॉक्सो है सुरक्षा का हथियार, बच्चों पर न करें अत्याचार: [1126, 2201, 1267, 2226]
- missing-person-photo: [812, 2053, 942, 2187]
- story-atm-text: शहर के व्यस्तम क्षेत्र एबी रोड स्थित जैन धर्मकांटे के सामने स्टेट बैंक ऑफ इंडिया के एटीएम में शुक्रवार-शनिवार की दरम्यानी रात चोरों ने एटीएम मशीन को गैस कटर से काटकर लाखों की नकदी ले उड़े। शनिवार सुबह तड़के आठ बजे आधा खुला होने और एटीएम मशीन टूटी मिली। तब कोतवाली थाना प्रभारी सीपीएस चौहान सहित पुलिस पहुंची। हालांकि मशीन में कितनी राशि थी, इसकी पुष्टि बैंक अधिकारियों द्वारा की जानी बाकी है। अनुमान है कि दो लाख से अधिक की नकदी हो सकती है। पड़ोस में रहने वाली महिला ने बताया कि सुबह उसके घर का दरवाजा बाहर से बंद था, जिस पर पड़ोसियों को आवाज देकर खुलवाया। इसके बाद एटीएम में चोरी का खुलासा हुआ। यह एटीएम प्रमुख मार्ग पर है और आसपास कई दुकानें व मकान हैं। पुलिस ने आसपास लगे सीसीटीवी कैमरों की जांच शुरू कर दी है। बैंक प्रशासन भी चोरी गई राशि का ब्यौरा तैयार करने में जुटा है। शहर में एटीएम चोरी की यह पहली घटना नहीं है। इससे पूर्व भी कुछ महीनों में एटीएम को निशाना बनाया था, लेकिन सुरक्षा व्यवस्थाओं में लगातार लापरवाही ऐसे अपराधों को खुला मौका देती दिख रही है। अभी तक पूर्व में हुई एटीएम लूट के मामले का पुलिस खुलासा तक नहीं कर पाई है।: [971, 1044, 1535, 1253]
- table-cell: वार्षिक मरम्मत कार्य शासकीय गैर आवासीय भवन उपसंभाग राजगढ़: [1138, 1500, 1322, 1545]
- tender2-date: भोपाल, दिनांक 30/07/2025: [1409, 1806, 1527, 1819]
- column-header: पोर्टल टेण्डर नं.: [977, 1860, 1041, 1904]
- police-sign1: सहायक पुलिस आयुक्त: [856, 2197, 934, 2207]
- table-cell: [956, 1588, 977, 1606]
- table-cell: 8440.00: [1419, 1413, 1474, 1457]
- tender1-note: उपरोक्त वेबसाइट पर ऑनलाइन भुगतान करने के उपरान्त निविदा प्रपत्र (टेण्डर डाक्यूमेंट) वेबसाइट के माध्यम से प्राप्त हो सकेगा। निविदा प्रपत्र क्रय करने की अंतिम दिनांक 14.08.2025 सायं 17:30 बजे निर्धारित है। विस्तृत एन.आई.टी. एवं अन्य जानकारी उपरोक्त वेबसाइट मे देखा जा सकता है। निविदा मे होने वाले समस्त संशोधन का प्रकाशन केवल उपरोक्त वेबसाइट पर किया जायेगा। पृथक से समाचार पत्रों में प्रकाशन नहीं किया जायेगा। अमानत राशि एवं समस्त दस्तावेज ऑनलाईन स्वीकार किये जावेगें।: [962, 1611, 1516, 1668]
- photo-flood-fields: [585, 391, 954, 548]
- table-cell: भोपाल: [1041, 1947, 1083, 1992]
- story-ijtima-text: सारंगपुर। शाही जामा मस्जिद में शनिवार शाम 5:30 बजे से दो दिवसीय तबलीगी इज्तिमा का आगाज हो गया। असर की नमाज के साथ शुरू हुए इस इज्तिमा में शाजापुर और राजगढ़ जिले के अंचल से जमातें पहुंचीं। दिल्ली मरकज के मौलाना ने खिताब करते कहा कि आज मुसलमान दीन के रास्ते से हटकर दुनिया के रास्ते पर चल रहा है इसलिए उसकी दुआएं कबूल नहीं होती और उसे परेशानियों में मुब्तिला होना पड़ रहा है। वहीं इज्तिमा में आने वाले हजारों लोगों की खिदमत के लिए शानदार व्यवस्थाएं हैं। इन्तामात में खाने, नास्ते और पानी के स्टॉल हैं। वहीं, मुफ्त मेडिकल कैंप और सैकड़ों शौचालयों के साथ वुजुखाने हैं। व्यवस्थाओं को संभालने के लिए सैकड़ों वॉलिंटियर्स हैं। एसपी कैंप बाजार में थाना प्रभारी अशोकसा हाड़ा के साथ जायजा लिया। अलग-अलग पार्किंग हैं। आयोजकों के मुताबिक, रविवार रात 9 बजे सामूहिक दुआ होगी। इस इज्तिमा में सैकड़ों की संख्या में लोग हिस्सा ले रहे हैं, जिसमें युवा, बुजुर्ग और बच्चे बढ़-चढ़कर खिदमत कर रहे हैं। इज्तिमा की वजह से नगर में रौनक का माहौल है। दूर-दूर से आए लोगों की वजह से बाजारों में भी चहल-पहल बढ़ गई है।: [32, 1561, 375, 1945]
- column-header: आमंत्रण क्रमांक: [1322, 1368, 1363, 1413]
- story-ativarsha: [407, 96, 954, 770]
- ad-books: ओर साथ में Free DCA, PGDCA की All Subject की Books, Q Bank Notes आदि भी फ्री उपलब्ध है।: [731, 1743, 944, 1768]
- atm-meta-row: [971, 862, 1535, 1037]
- table-cell: विशेष मरम्मत विद्युत कार्य: [1083, 1947, 1147, 1992]
